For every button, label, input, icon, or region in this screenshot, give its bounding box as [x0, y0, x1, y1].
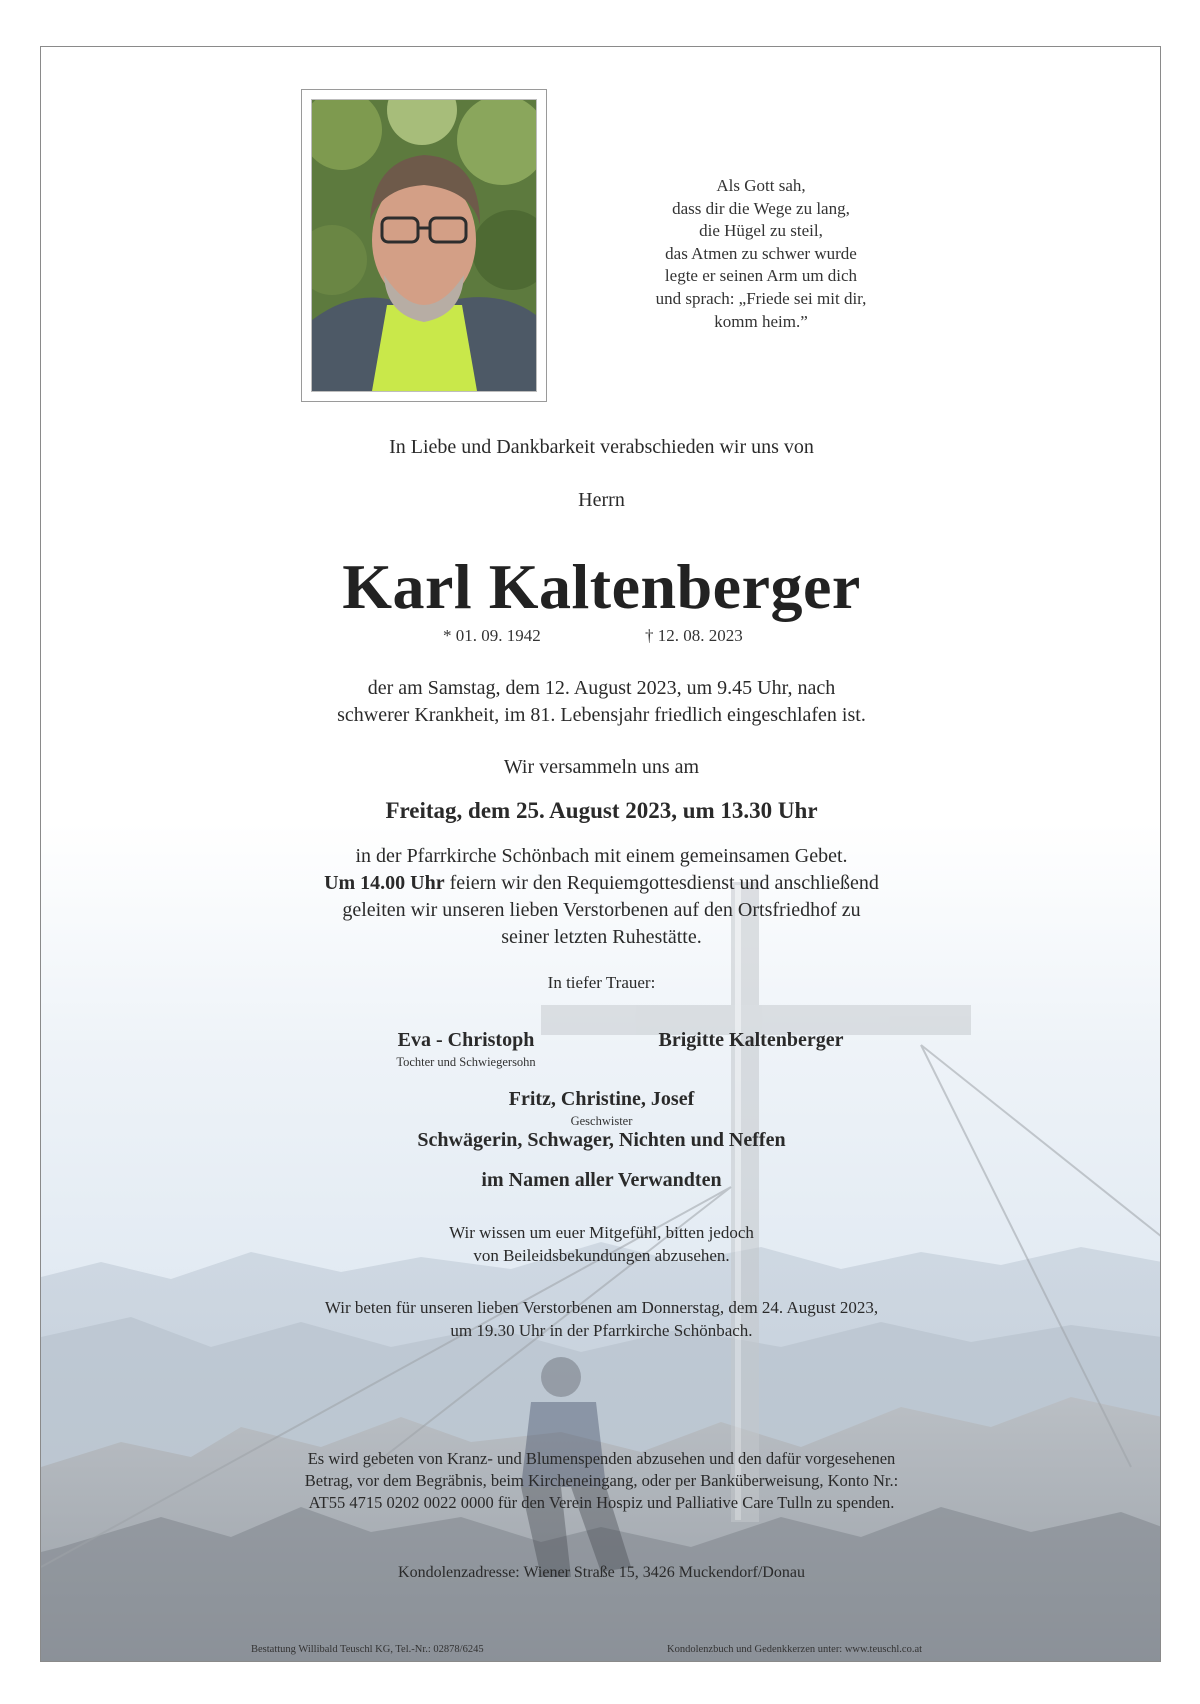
ceremony-line: geleiten wir unseren lieben Verstorbenen auf den Ortsfriedhof zu	[342, 899, 861, 921]
memorial-poem	[631, 175, 891, 333]
ceremony-line: seiner letzten Ruhestätte.	[501, 926, 702, 948]
requiem-time: Um 14.00 Uhr	[324, 872, 445, 894]
portrait-image	[312, 100, 536, 391]
mourner-siblings-name: Fritz, Christine, Josef	[508, 1088, 695, 1110]
mourner-relatives: im Namen aller Verwandten	[481, 1169, 722, 1191]
donation-note	[201, 1448, 1002, 1514]
condolence-address: Kondolenzadresse: Wiener Straße 15, 3426 Muckendorf/Donau	[398, 1564, 805, 1581]
birth-date: * 01. 09. 1942	[443, 626, 541, 645]
condolence-note-line: Wir wissen um euer Mitgefühl, bitten jedoch	[449, 1223, 754, 1242]
ceremony-details	[41, 843, 1161, 951]
poem-line: und sprach: „Friede sei mit dir,	[655, 288, 867, 308]
mourner-daughter-relation: Tochter und Schwiegersohn	[396, 1055, 536, 1069]
ceremony-line	[41, 870, 1161, 897]
mourner-wife-name: Brigitte Kaltenberger	[658, 1029, 844, 1051]
mourner-in-laws: Schwägerin, Schwager, Nichten und Neffen	[417, 1129, 786, 1151]
portrait-photo-frame	[301, 89, 547, 402]
online-condolence-info: Kondolenzbuch und Gedenkkerzen unter: www.teuschl.co.at	[667, 1644, 923, 1655]
gathering-intro: Wir versammeln uns am	[503, 756, 700, 778]
death-announcement	[41, 675, 1161, 729]
announcement-line: der am Samstag, dem 12. August 2023, um 9.45 Uhr, nach	[367, 677, 836, 699]
donation-note-line: Es wird gebeten von Kranz- und Blumenspenden abzusehen und den dafür vorgesehenen	[307, 1449, 896, 1468]
farewell-intro: In Liebe und Dankbarkeit verabschieden wir uns von	[389, 436, 814, 458]
prayer-note	[41, 1297, 1161, 1342]
donation-note-line: Betrag, vor dem Begräbnis, beim Kircheneingang, oder per Banküberweisung, Konto Nr.:	[304, 1471, 899, 1490]
poem-line: legte er seinen Arm um dich	[664, 266, 858, 286]
poem-line: die Hügel zu steil,	[699, 221, 823, 241]
prayer-note-line: um 19.30 Uhr in der Pfarrkirche Schönbach.	[450, 1320, 753, 1340]
deceased-name: Karl Kaltenberger	[342, 551, 861, 622]
portrait-photo	[311, 99, 537, 392]
poem-line: Als Gott sah,	[716, 176, 806, 195]
poem-line: dass dir die Wege zu lang,	[672, 198, 850, 218]
announcement-line: schwerer Krankheit, im 81. Lebensjahr friedlich eingeschlafen ist.	[337, 704, 866, 726]
obituary-frame	[40, 46, 1161, 1662]
funeral-home-info: Bestattung Willibald Teuschl KG, Tel.-Nr.: 02878/6245	[251, 1644, 484, 1655]
mourner-daughter-name: Eva - Christoph	[397, 1029, 535, 1051]
condolence-note-line: von Beileidsbekundungen abzusehen.	[473, 1245, 730, 1265]
ceremony-line: in der Pfarrkirche Schönbach mit einem gemeinsamen Gebet.	[355, 845, 848, 867]
gathering-date: Freitag, dem 25. August 2023, um 13.30 Uhr	[385, 798, 818, 823]
condolence-note	[41, 1222, 1161, 1267]
mourner-siblings-relation: Geschwister	[570, 1114, 633, 1128]
prayer-note-line: Wir beten für unseren lieben Verstorbenen am Donnerstag, dem 24. August 2023,	[324, 1298, 879, 1317]
poem-line: komm heim.”	[714, 311, 808, 331]
death-date: † 12. 08. 2023	[645, 626, 743, 645]
ceremony-line-rest: feiern wir den Requiemgottesdienst und anschließend	[444, 872, 879, 894]
poem-line: das Atmen zu schwer wurde	[665, 243, 857, 263]
salutation: Herrn	[578, 489, 625, 511]
donation-note-line: AT55 4715 0202 0022 0000 für den Verein Hospiz und Palliative Care Tulln zu spenden.	[308, 1493, 895, 1512]
mourning-intro: In tiefer Trauer:	[547, 973, 656, 992]
